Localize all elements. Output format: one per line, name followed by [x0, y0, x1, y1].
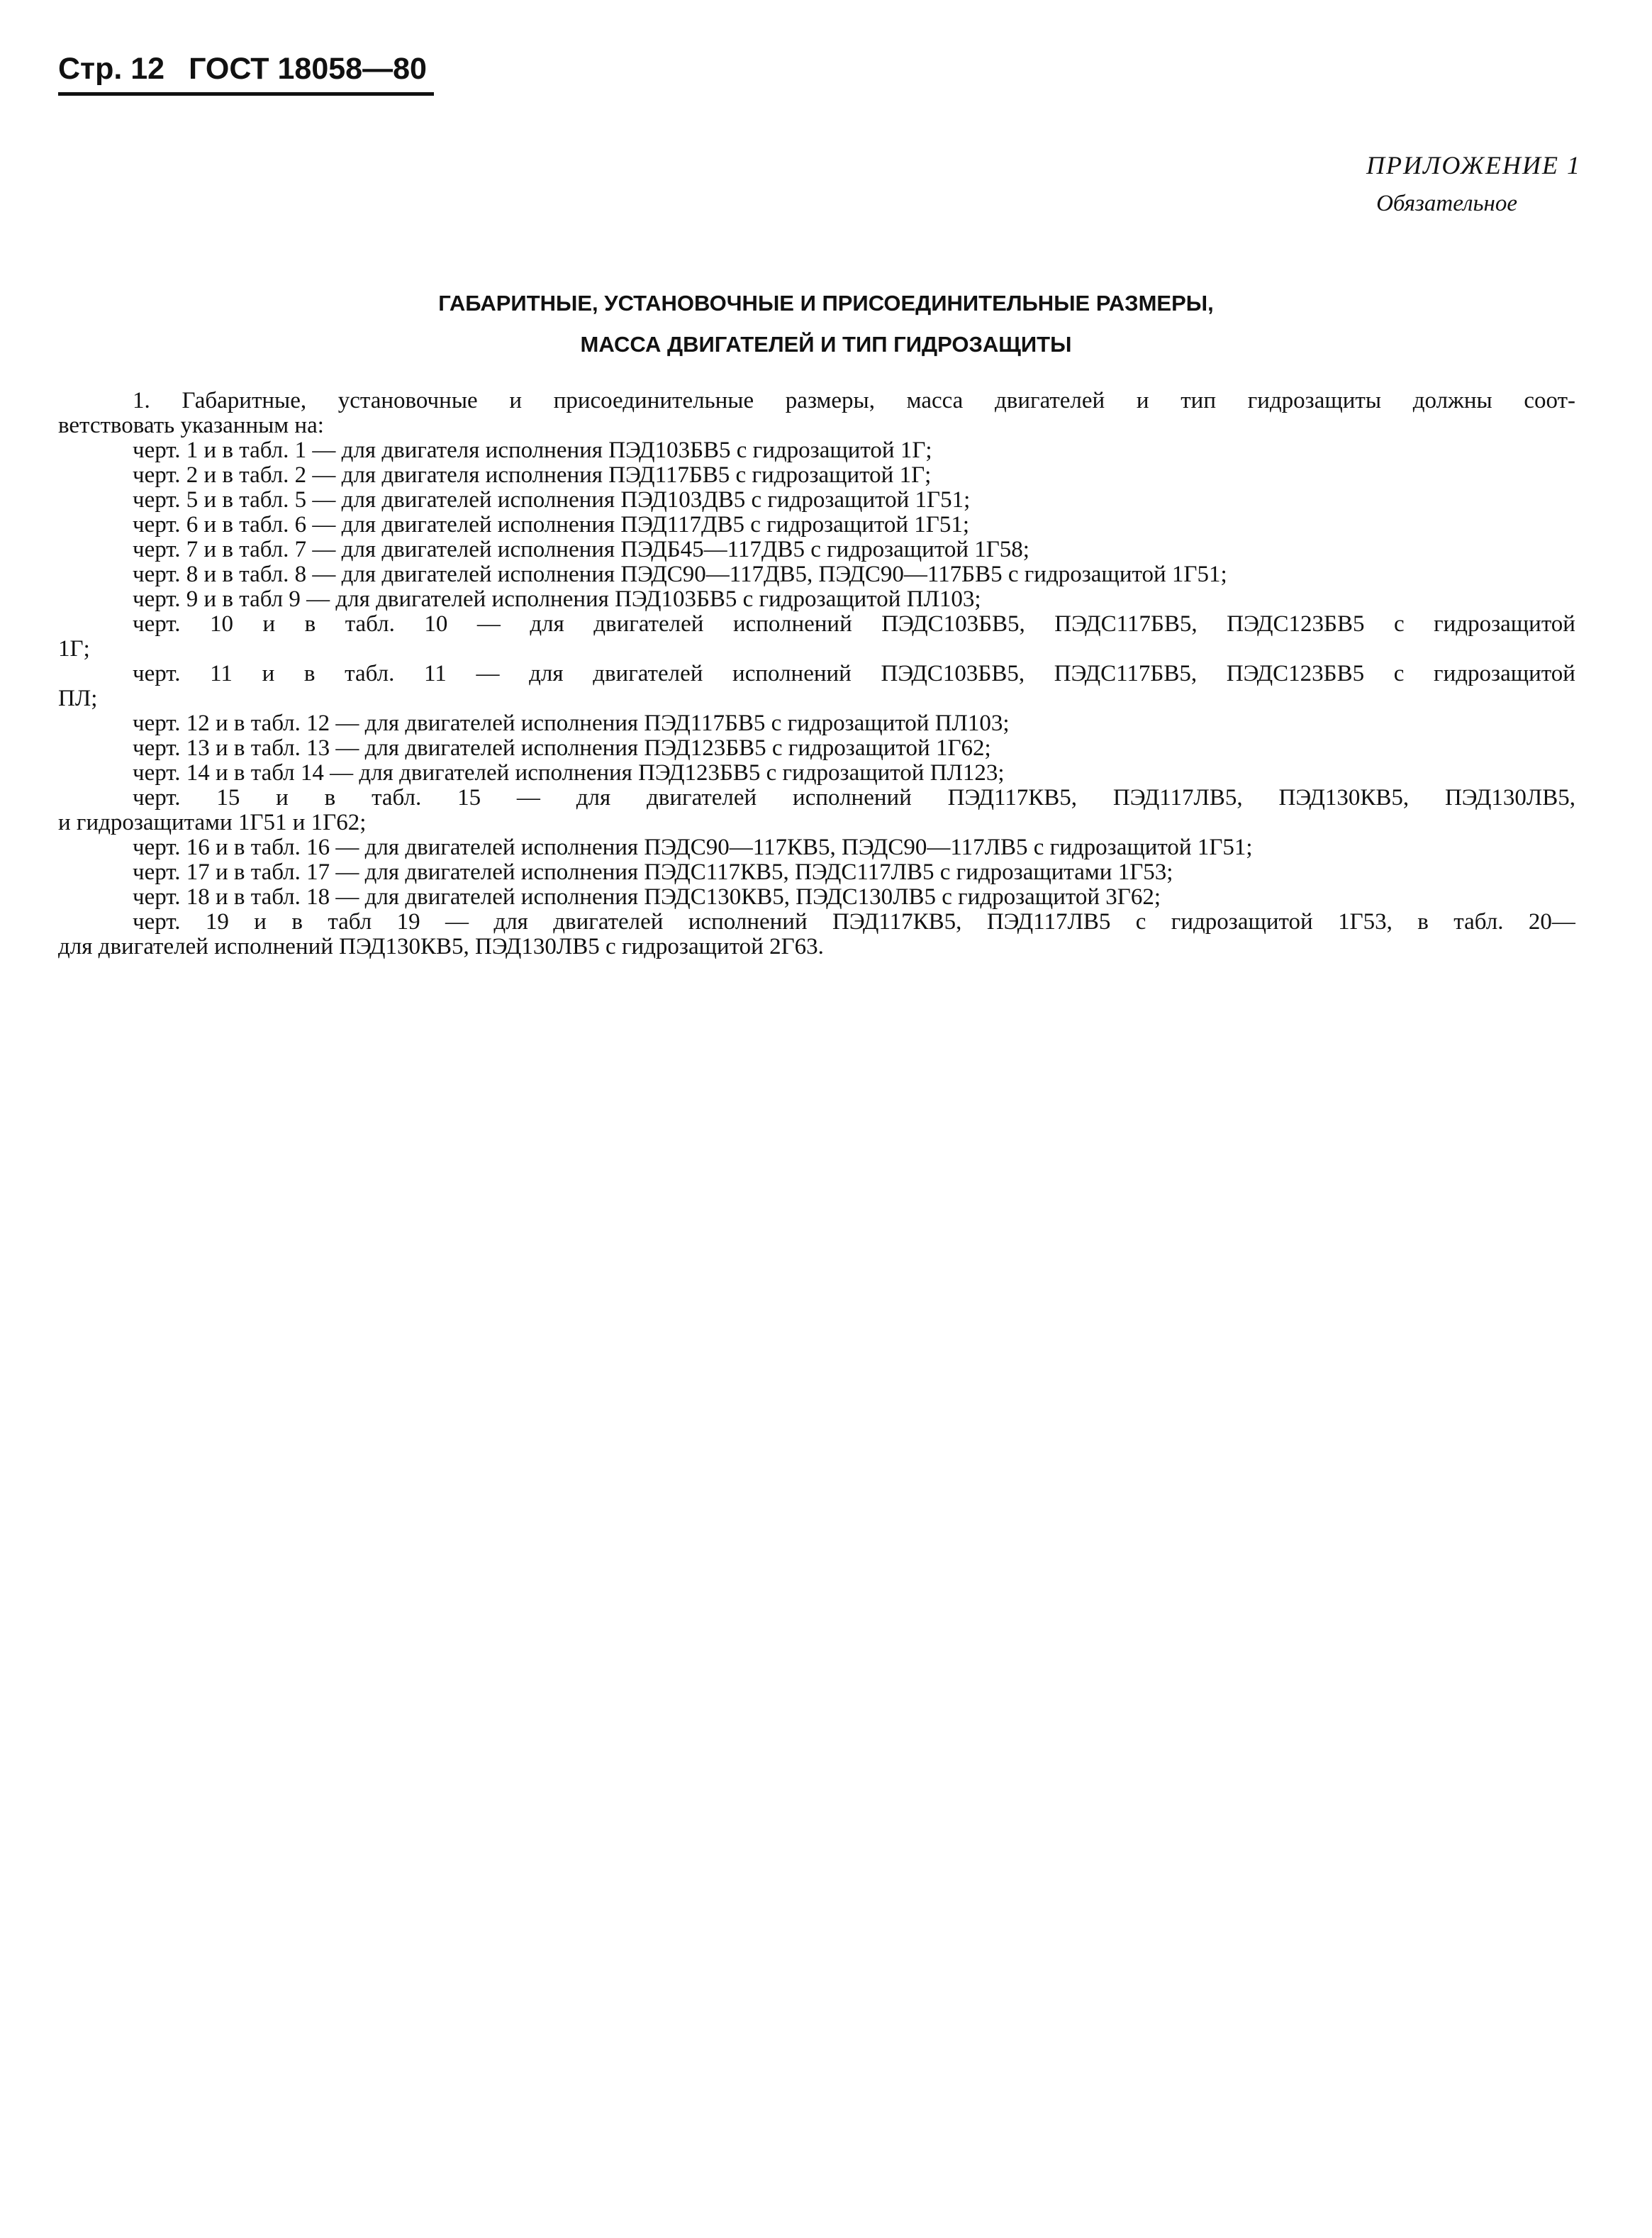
- word: присоединительные: [553, 388, 754, 413]
- list-item: [58, 513, 1575, 538]
- word: масса: [906, 388, 964, 413]
- list-item-continuation: для двигателей исполнений ПЭД130КВ5, ПЭД130ЛВ5 с гидрозащитой 2Г63.: [58, 934, 824, 959]
- list-item-continuation: ПЛ;: [58, 686, 98, 711]
- word: двигателей: [647, 785, 757, 811]
- list-item: [58, 835, 1575, 860]
- word: в: [1417, 909, 1429, 935]
- word: 11: [424, 661, 447, 686]
- list-item: [58, 587, 1575, 612]
- word: и: [262, 611, 276, 637]
- word: —: [445, 909, 469, 935]
- word: 10: [424, 611, 448, 637]
- word: черт.: [133, 611, 181, 637]
- standard-number: ГОСТ 18058—80: [189, 52, 427, 86]
- page-header: [58, 45, 434, 96]
- drawing-reference-list: [58, 711, 1575, 786]
- word: в: [303, 661, 316, 686]
- word: ПЭДС123БВ5: [1226, 661, 1365, 686]
- list-item: [58, 736, 1575, 761]
- word: и: [262, 661, 275, 686]
- word: ПЭДС123БВ5: [1227, 611, 1365, 637]
- word: двигателей: [593, 661, 703, 686]
- word: ПЭД130КВ5,: [1278, 785, 1410, 811]
- word: табл: [328, 909, 372, 935]
- paragraph-line: ветствовать указанным на:: [58, 413, 324, 438]
- list-item: [58, 711, 1575, 736]
- word: ПЭД117КВ5,: [947, 785, 1078, 811]
- word: с: [1393, 661, 1405, 686]
- word: и: [1136, 388, 1149, 413]
- word: ПЭД130ЛВ5,: [1444, 785, 1575, 811]
- word: табл.: [1453, 909, 1504, 935]
- list-item: [58, 885, 1575, 910]
- drawing-reference-list: [58, 835, 1575, 910]
- word: ПЭД117КВ5,: [832, 909, 962, 935]
- list-item-text: черт. 6 и в табл. 6 — для двигателей исполнения ПЭД117ДВ5 с гидрозащитой 1Г51;: [133, 512, 970, 538]
- word: в: [304, 611, 316, 637]
- word: черт.: [133, 909, 181, 935]
- list-item-text: черт. 2 и в табл. 2 — для двигателя исполнения ПЭД117БВ5 с гидрозащитой 1Г;: [133, 462, 932, 488]
- document-title-line-2: МАССА ДВИГАТЕЛЕЙ И ТИП ГИДРОЗАЩИТЫ: [580, 332, 1072, 357]
- list-item-line: [58, 612, 1575, 637]
- word: гидрозащиты: [1247, 388, 1382, 413]
- word: черт.: [133, 785, 181, 811]
- word: 19: [396, 909, 420, 935]
- word: установочные: [337, 388, 478, 413]
- word: исполнений: [688, 909, 808, 935]
- list-item-continuation: и гидрозащитами 1Г51 и 1Г62;: [58, 810, 367, 835]
- word: размеры,: [785, 388, 875, 413]
- list-item-text: черт. 5 и в табл. 5 — для двигателей исполнения ПЭД103ДВ5 с гидрозащитой 1Г51;: [133, 487, 971, 513]
- word: для: [529, 661, 564, 686]
- document-body: [58, 389, 1575, 959]
- list-item: [58, 860, 1575, 885]
- word: 15: [457, 785, 481, 811]
- word: 20—: [1528, 909, 1575, 935]
- word: для: [530, 611, 564, 637]
- word: и: [254, 909, 267, 935]
- word: черт.: [133, 661, 181, 686]
- word: в: [324, 785, 336, 811]
- page-number: Стр. 12: [58, 52, 165, 86]
- word: —: [476, 661, 500, 686]
- list-item-text: черт. 14 и в табл 14 — для двигателей исполнения ПЭД123БВ5 с гидрозащитой ПЛ123;: [133, 760, 1005, 786]
- list-item-text: черт. 17 и в табл. 17 — для двигателей исполнения ПЭДС117КВ5, ПЭДС117ЛВ5 с гидрозащитами 1Г53;: [133, 859, 1173, 885]
- word: ПЭДС117БВ5,: [1054, 661, 1198, 686]
- word: для: [576, 785, 611, 811]
- word: соот-: [1524, 388, 1575, 413]
- word: —: [516, 785, 540, 811]
- list-item: [58, 562, 1575, 587]
- list-item: [58, 438, 1575, 463]
- appendix-label: ПРИЛОЖЕНИЕ 1: [1366, 151, 1581, 179]
- word: двигателей: [593, 611, 704, 637]
- word: гидрозащитой: [1434, 611, 1575, 637]
- word: с: [1135, 909, 1146, 935]
- list-item: [58, 761, 1575, 786]
- list-item-line: [58, 910, 1575, 935]
- list-item: [58, 538, 1575, 562]
- list-item-text: черт. 1 и в табл. 1 — для двигателя исполнения ПЭД103БВ5 с гидрозащитой 1Г;: [133, 438, 932, 463]
- list-item-text: черт. 9 и в табл 9 — для двигателей исполнения ПЭД103БВ5 с гидрозащитой ПЛ103;: [133, 586, 981, 612]
- word: ПЭД117ЛВ5: [986, 909, 1111, 935]
- word: гидрозащитой: [1171, 909, 1313, 935]
- word: и: [509, 388, 522, 413]
- word: исполнений: [793, 785, 912, 811]
- word: гидрозащитой: [1434, 661, 1575, 686]
- word: ПЭДС117БВ5,: [1054, 611, 1198, 637]
- drawing-reference-list: [58, 438, 1575, 612]
- word: табл.: [372, 785, 422, 811]
- list-item-text: черт. 12 и в табл. 12 — для двигателей исполнения ПЭД117БВ5 с гидрозащитой ПЛ103;: [133, 711, 1010, 736]
- word: табл.: [345, 611, 395, 637]
- word: двигателей: [995, 388, 1105, 413]
- word: 10: [209, 611, 233, 637]
- list-item-line: [58, 786, 1575, 811]
- word: 19: [205, 909, 229, 935]
- list-item-text: черт. 13 и в табл. 13 — для двигателей исполнения ПЭД123БВ5 с гидрозащитой 1Г62;: [133, 735, 991, 761]
- word: 1.: [133, 388, 150, 413]
- list-item: [58, 463, 1575, 488]
- list-item-text: черт. 18 и в табл. 18 — для двигателей исполнения ПЭДС130КВ5, ПЭДС130ЛВ5 с гидрозащитой 3Г62;: [133, 884, 1161, 910]
- word: тип: [1181, 388, 1216, 413]
- word: 15: [216, 785, 240, 811]
- paragraph-line: [58, 389, 1575, 413]
- list-item-text: черт. 16 и в табл. 16 — для двигателей исполнения ПЭДС90—117КВ5, ПЭДС90—117ЛВ5 с гидрозащитой 1Г51;: [133, 835, 1253, 860]
- word: исполнений: [732, 661, 852, 686]
- word: двигателей: [553, 909, 664, 935]
- word: табл.: [345, 661, 395, 686]
- word: ПЭД117ЛВ5,: [1112, 785, 1243, 811]
- list-item: [58, 488, 1575, 513]
- word: 11: [210, 661, 233, 686]
- list-item-line: [58, 662, 1575, 686]
- word: ПЭДС103БВ5,: [881, 611, 1025, 637]
- word: для: [493, 909, 528, 935]
- word: 1Г53,: [1338, 909, 1393, 935]
- word: с: [1393, 611, 1405, 637]
- word: в: [291, 909, 303, 935]
- list-item-text: черт. 8 и в табл. 8 — для двигателей исполнения ПЭДС90—117ДВ5, ПЭДС90—117БВ5 с гидрозащитой 1Г51;: [133, 562, 1227, 587]
- word: исполнений: [732, 611, 852, 637]
- word: должны: [1412, 388, 1492, 413]
- list-item-continuation: 1Г;: [58, 636, 90, 662]
- appendix-note: Обязательное: [1376, 191, 1517, 216]
- word: ПЭДС103БВ5,: [881, 661, 1025, 686]
- word: Габаритные,: [182, 388, 307, 413]
- word: и: [276, 785, 289, 811]
- document-title-line-1: ГАБАРИТНЫЕ, УСТАНОВОЧНЫЕ И ПРИСОЕДИНИТЕЛЬНЫЕ РАЗМЕРЫ,: [438, 291, 1214, 316]
- list-item-text: черт. 7 и в табл. 7 — для двигателей исполнения ПЭДБ45—117ДВ5 с гидрозащитой 1Г58;: [133, 537, 1029, 562]
- word: —: [476, 611, 501, 637]
